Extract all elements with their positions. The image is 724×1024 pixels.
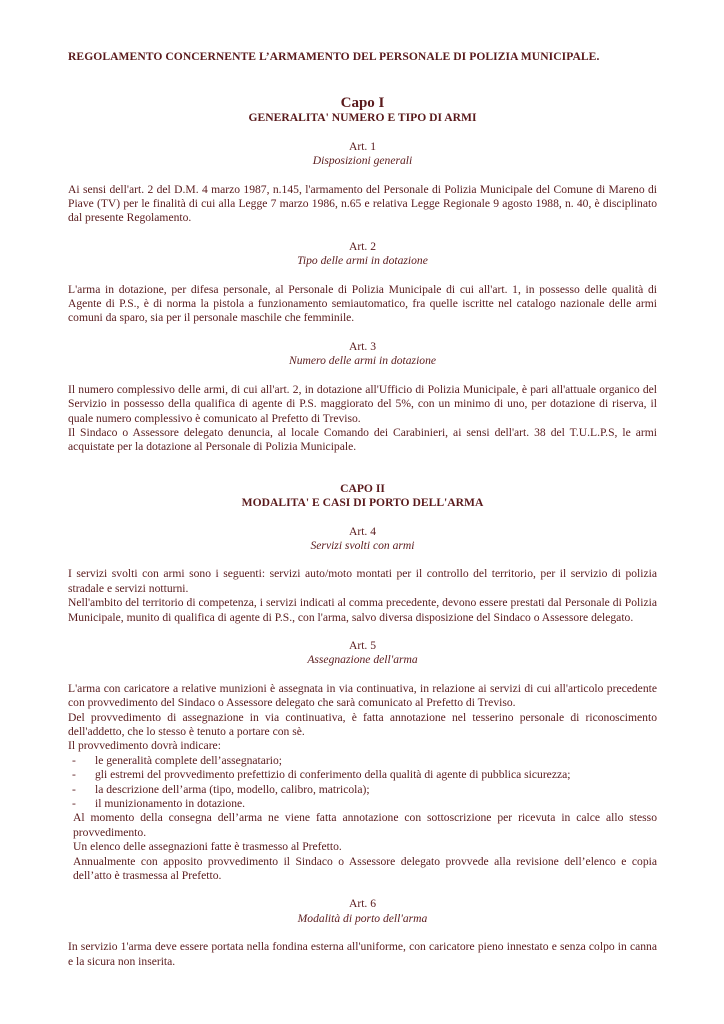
art-3-number: Art. 3 — [348, 339, 377, 353]
art-2-number: Art. 2 — [348, 239, 377, 253]
art-1-number: Art. 1 — [348, 139, 377, 153]
art-4-text-2: Nell'ambito del territorio di competenza, i servizi indicati al comma precedente, devono essere prestati dal Personale di Polizia Municipale, munito di qualifica di agente di P.S., con l'arma, salvo diversa disposizione del Sindaco o Assessore delegato. — [68, 596, 657, 624]
art-4-number: Art. 4 — [348, 524, 377, 538]
art-5-list — [68, 754, 657, 812]
art-5-text-2: Del provvedimento di assegnazione in via continuativa, è fatta annotazione nel tesserino personale di riconoscimento dell'addetto, che lo stesso è tenuto a portare con sè. — [68, 710, 657, 738]
art-5-subtitle: Assegnazione dell'arma — [307, 653, 418, 667]
list-item: - le generalità complete dell’assegnatario; — [72, 753, 283, 767]
art-6-text: In servizio 1'arma deve essere portata nella fondina esterna all'uniforme, con caricatore pieno innestato e senza colpo in canna e la sicura non inserita. — [68, 940, 657, 968]
art-2-subtitle: Tipo delle armi in dotazione — [297, 254, 428, 268]
art-5-text-3: Il provvedimento dovrà indicare: — [68, 739, 221, 753]
document-title: REGOLAMENTO CONCERNENTE L’ARMAMENTO DEL PERSONALE DI POLIZIA MUNICIPALE. — [68, 50, 600, 63]
art-4-subtitle: Servizi svolti con armi — [310, 538, 415, 552]
art-1-subtitle: Disposizioni generali — [312, 154, 413, 168]
list-item: - gli estremi del provvedimento prefettizio di conferimento della qualità di agente di pubblica sicurezza; — [72, 768, 571, 782]
art-2-text: L'arma in dotazione, per difesa personale, al Personale di Polizia Municipale di cui all'art. 1, in possesso delle qualità di Agente di P.S., è di norma la pistola a funzionamento semiautomatico, fra quelle iscritte nel catalogo nazionale delle armi comuni da sparo, sia per il personale maschile che femminile. — [68, 282, 657, 325]
art-1-text: Ai sensi dell'art. 2 del D.M. 4 marzo 1987, n.145, l'armamento del Personale di Polizia Municipale del Comune di Mareno di Piave (TV) per le finalità di cui alla Legge 7 marzo 1986, n.65 e relativa Legge Regionale 9 agosto 1988, n. 40, è disciplinato dal presente Regolamento. — [68, 182, 657, 225]
art-3-text-1: Il numero complessivo delle armi, di cui all'art. 2, in dotazione all'Ufficio di Polizia Municipale, è pari all'attuale organico del Servizio in possesso della qualifica di agente di P.S. maggiorato del 5%, con un minimo di uno, per dotazione di riserva, il quale numero complessivo è comunicato al Prefetto di Treviso. — [68, 382, 657, 425]
art-5-number: Art. 5 — [348, 638, 377, 652]
art-5-text-5: Un elenco delle assegnazioni fatte è trasmesso al Prefetto. — [73, 840, 342, 854]
art-3-subtitle: Numero delle armi in dotazione — [288, 354, 437, 368]
capo-2-subheading: MODALITA' E CASI DI PORTO DELL'ARMA — [241, 496, 484, 510]
list-item: - la descrizione dell’arma (tipo, modello, calibro, matricola); — [72, 782, 370, 796]
art-6-number: Art. 6 — [348, 897, 377, 911]
art-5-text-6: Annualmente con apposito provvedimento il Sindaco o Assessore delegato provvede alla revisione dell’elenco e copia dell’atto è trasmessa al Prefetto. — [73, 854, 657, 883]
capo-1-subheading: GENERALITA' NUMERO E TIPO DI ARMI — [248, 111, 477, 125]
list-item: - il munizionamento in dotazione. — [72, 797, 246, 811]
art-4-text-1: I servizi svolti con armi sono i seguenti: servizi auto/moto montati per il controllo del territorio, per il servizio di polizia stradale e servizi notturni. — [68, 567, 657, 595]
art-5-text-4: Al momento della consegna dell’arma ne viene fatta annotazione con sottoscrizione per ricevuta in calce allo stesso provvedimento. — [73, 811, 657, 839]
art-6-subtitle: Modalità di porto dell'arma — [297, 911, 428, 925]
art-5-text-1: L'arma con caricatore a relative munizioni è assegnata in via continuativa, in relazione ai servizi di cui all'articolo precedente con provvedimento del Sindaco o Assessore delegato che sarà comunicato al Prefetto di Treviso. — [68, 681, 657, 710]
capo-2-heading: CAPO II — [340, 481, 385, 495]
art-3-text-2: Il Sindaco o Assessore delegato denuncia, al locale Comando dei Carabinieri, ai sensi dell'art. 38 del T.U.L.P.S, le armi acquistate per la dotazione al Personale di Polizia Municipale. — [68, 425, 657, 454]
document-page — [68, 50, 657, 969]
capo-1-heading: Capo I — [340, 95, 385, 112]
